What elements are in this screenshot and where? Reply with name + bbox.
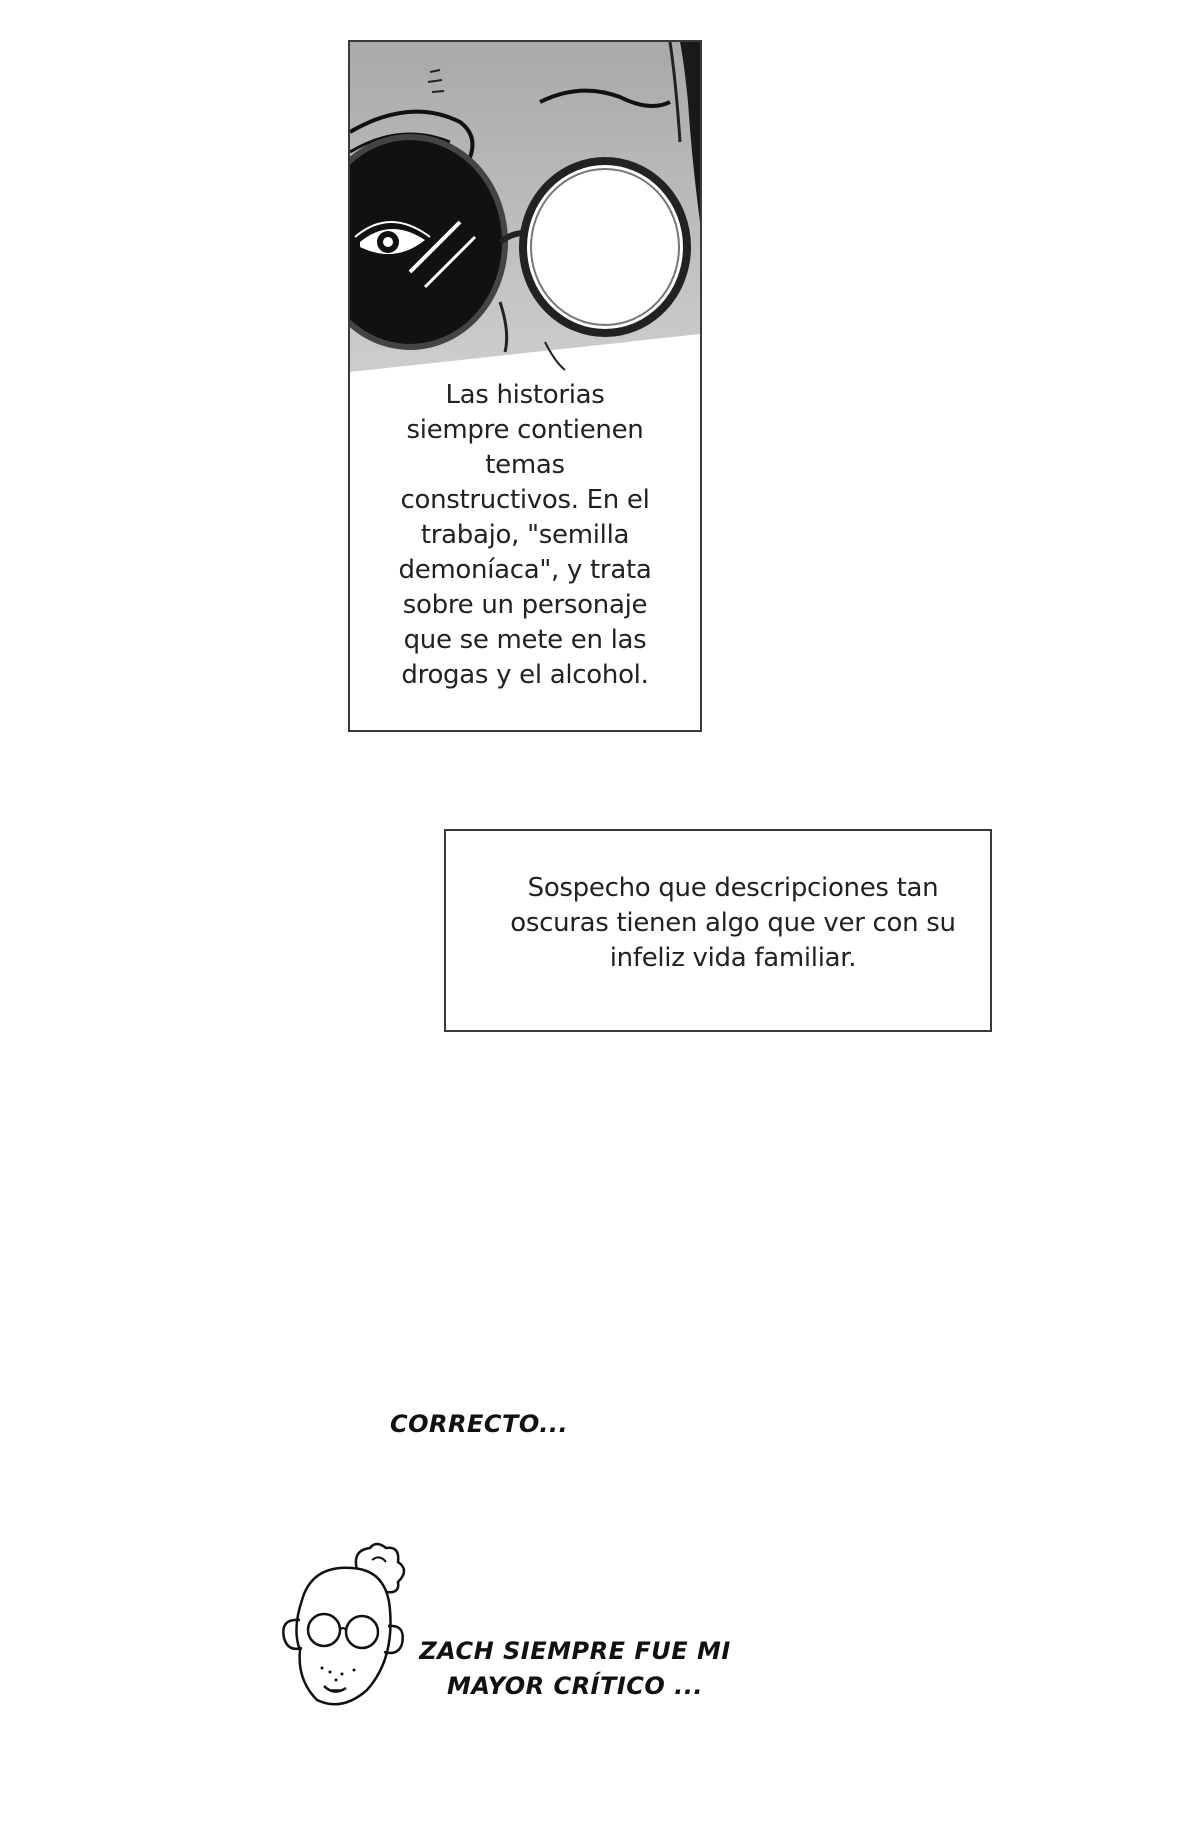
caption-line: trabajo, "semilla	[420, 520, 630, 550]
caption-line: infeliz vida familiar.	[609, 943, 857, 973]
comic-panel-glasses	[348, 40, 702, 732]
narration-caption	[446, 871, 990, 976]
chibi-face-icon	[272, 1540, 412, 1720]
narration-caption	[350, 378, 700, 693]
comic-panel-narration-box	[444, 829, 992, 1032]
caption-line: Sospecho que descripciones tan	[527, 873, 939, 903]
caption-line: Las historias	[445, 380, 605, 410]
caption-line: que se mete en las	[403, 625, 647, 655]
caption-line: oscuras tienen algo que ver con su	[510, 908, 956, 938]
caption-line: temas	[485, 450, 565, 480]
caption-line: sobre un personaje	[402, 590, 648, 620]
dialogue-text: CORRECTO...	[390, 1410, 569, 1438]
caption-line: constructivos. En el	[400, 485, 650, 515]
dialogue-line: ZACH SIEMPRE FUE MI	[419, 1637, 731, 1665]
caption-line: drogas y el alcohol.	[401, 660, 649, 690]
dialogue-text	[410, 1634, 740, 1704]
caption-line: siempre contienen	[406, 415, 644, 445]
dialogue-line: MAYOR CRÍTICO ...	[446, 1672, 703, 1700]
caption-line: demoníaca", y trata	[398, 555, 652, 585]
glasses-closeup-illustration	[350, 42, 700, 382]
